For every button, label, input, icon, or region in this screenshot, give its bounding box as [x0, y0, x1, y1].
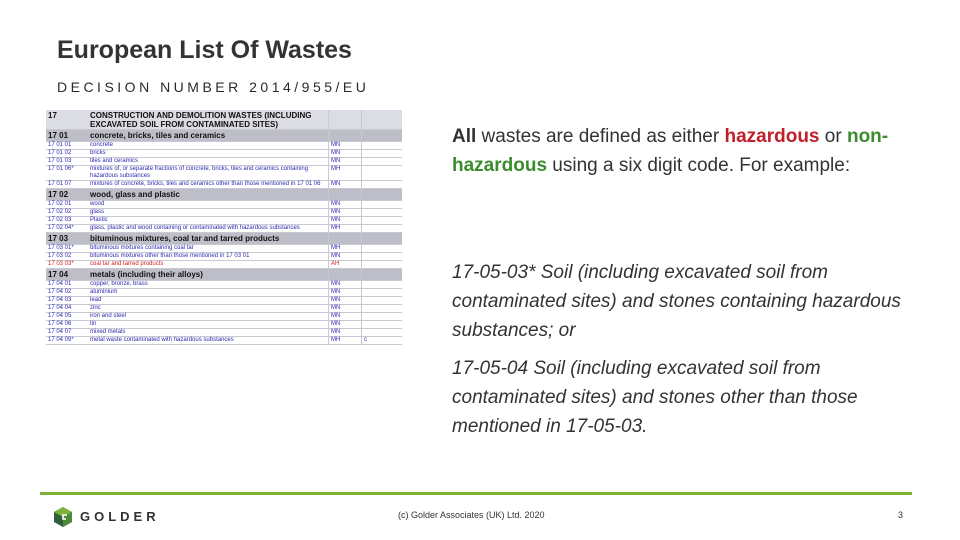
definition-text-a: wastes are defined as either — [476, 126, 725, 147]
waste-code: 17 02 03 — [46, 217, 88, 225]
waste-description: iron and steel — [88, 313, 329, 321]
waste-type: MH — [329, 245, 362, 253]
waste-row — [46, 281, 402, 289]
waste-code: 17 02 01 — [46, 201, 88, 209]
waste-note — [362, 189, 403, 201]
waste-row — [46, 253, 402, 261]
waste-note — [362, 321, 403, 329]
waste-note — [362, 142, 403, 150]
waste-description: wood, glass and plastic — [88, 189, 329, 201]
waste-note — [362, 181, 403, 189]
chapter-code: 17 — [46, 110, 88, 130]
waste-code: 17 02 02 — [46, 209, 88, 217]
waste-description: bricks — [88, 150, 329, 158]
waste-code: 17 03 02 — [46, 253, 88, 261]
waste-note — [362, 201, 403, 209]
waste-code: 17 03 03* — [46, 261, 88, 269]
waste-row — [46, 321, 402, 329]
chapter-type — [329, 110, 362, 130]
section-row — [46, 233, 402, 245]
waste-type: MN — [329, 329, 362, 337]
waste-code: 17 01 06* — [46, 166, 88, 181]
waste-note — [362, 269, 403, 281]
waste-note — [362, 209, 403, 217]
waste-code: 17 01 — [46, 130, 88, 142]
waste-type — [329, 130, 362, 142]
waste-description: concrete — [88, 142, 329, 150]
waste-row — [46, 337, 402, 345]
waste-note — [362, 313, 403, 321]
waste-row — [46, 313, 402, 321]
waste-type: MH — [329, 337, 362, 345]
waste-type — [329, 189, 362, 201]
waste-type: MH — [329, 166, 362, 181]
waste-code: 17 02 04* — [46, 225, 88, 233]
waste-row — [46, 289, 402, 297]
example-non-hazardous: 17-05-04 Soil (including excavated soil from contaminated sites) and stones other than those mentioned in 17-05-03. — [452, 358, 858, 437]
waste-description: bituminous mixtures, coal tar and tarred products — [88, 233, 329, 245]
waste-type: MN — [329, 142, 362, 150]
waste-note — [362, 297, 403, 305]
waste-row — [46, 142, 402, 150]
waste-note — [362, 233, 403, 245]
waste-description: Plastic — [88, 217, 329, 225]
chapter-desc: CONSTRUCTION AND DEMOLITION WASTES (INCLUDING EXCAVATED SOIL FROM CONTAMINATED SITES) — [88, 110, 329, 130]
waste-type: MN — [329, 289, 362, 297]
waste-type: MN — [329, 313, 362, 321]
waste-description: metal waste contaminated with hazardous substances — [88, 337, 329, 345]
waste-row — [46, 217, 402, 225]
waste-code: 17 02 — [46, 189, 88, 201]
waste-row — [46, 158, 402, 166]
waste-description: mixtures of concrete, bricks, tiles and ceramics other than those mentioned in 17 01 06 — [88, 181, 329, 189]
all-keyword: All — [452, 126, 477, 147]
slide-title: European List Of Wastes — [57, 36, 352, 64]
waste-type: MN — [329, 321, 362, 329]
waste-description: zinc — [88, 305, 329, 313]
definition-text-b: or — [819, 126, 847, 147]
waste-description: bituminous mixtures containing coal tar — [88, 245, 329, 253]
waste-note: c — [362, 337, 403, 345]
waste-table — [46, 110, 402, 345]
waste-code: 17 04 07 — [46, 329, 88, 337]
waste-row — [46, 305, 402, 313]
waste-type: MN — [329, 158, 362, 166]
waste-note — [362, 329, 403, 337]
waste-code: 17 04 05 — [46, 313, 88, 321]
waste-code: 17 01 01 — [46, 142, 88, 150]
waste-description: glass, plastic and wood containing or contaminated with hazardous substances — [88, 225, 329, 233]
waste-row — [46, 201, 402, 209]
section-row — [46, 189, 402, 201]
hazardous-keyword: hazardous — [724, 126, 820, 147]
waste-type: MH — [329, 225, 362, 233]
waste-code: 17 01 02 — [46, 150, 88, 158]
waste-row — [46, 181, 402, 189]
waste-code: 17 04 02 — [46, 289, 88, 297]
waste-row — [46, 166, 402, 181]
page-number: 3 — [898, 510, 904, 520]
waste-type — [329, 269, 362, 281]
waste-type: MN — [329, 217, 362, 225]
copyright-notice: (c) Golder Associates (UK) Ltd. 2020 — [398, 510, 545, 520]
section-row — [46, 269, 402, 281]
waste-note — [362, 305, 403, 313]
example-hazardous: 17-05-03* Soil (including excavated soil from contaminated sites) and stones containing hazardous substances; or — [452, 262, 901, 341]
definition-paragraph — [452, 122, 902, 180]
waste-row — [46, 329, 402, 337]
waste-code: 17 04 — [46, 269, 88, 281]
waste-type: MN — [329, 181, 362, 189]
waste-code: 17 04 06 — [46, 321, 88, 329]
waste-note — [362, 130, 403, 142]
waste-note — [362, 253, 403, 261]
waste-type: MN — [329, 297, 362, 305]
waste-code: 17 01 07 — [46, 181, 88, 189]
waste-note — [362, 261, 403, 269]
waste-description: bituminous mixtures other than those mentioned in 17 03 01 — [88, 253, 329, 261]
waste-type: MN — [329, 209, 362, 217]
waste-note — [362, 217, 403, 225]
logo-wordmark: GOLDER — [80, 509, 160, 524]
waste-type: AH — [329, 261, 362, 269]
waste-type: MN — [329, 150, 362, 158]
waste-note — [362, 158, 403, 166]
golder-logo-icon — [52, 506, 74, 528]
waste-list-table — [46, 110, 402, 460]
waste-note — [362, 150, 403, 158]
waste-description: concrete, bricks, tiles and ceramics — [88, 130, 329, 142]
waste-code: 17 01 03 — [46, 158, 88, 166]
golder-logo — [52, 506, 182, 528]
waste-description: glass — [88, 209, 329, 217]
waste-code: 17 04 01 — [46, 281, 88, 289]
chapter-note — [362, 110, 403, 130]
waste-note — [362, 245, 403, 253]
waste-description: aluminium — [88, 289, 329, 297]
waste-type: MN — [329, 281, 362, 289]
waste-row — [46, 209, 402, 217]
waste-row — [46, 297, 402, 305]
waste-description: copper, bronze, brass — [88, 281, 329, 289]
waste-code: 17 04 09* — [46, 337, 88, 345]
waste-type: MN — [329, 305, 362, 313]
waste-type: MN — [329, 201, 362, 209]
waste-row — [46, 150, 402, 158]
waste-description: wood — [88, 201, 329, 209]
waste-description: mixtures of, or separate fractions of concrete, bricks, tiles and ceramics containing hazardous substances — [88, 166, 329, 181]
waste-note — [362, 289, 403, 297]
section-row — [46, 130, 402, 142]
definition-text-c: using a six digit code. For example: — [547, 155, 851, 176]
waste-code: 17 04 04 — [46, 305, 88, 313]
waste-description: coal tar and tarred products — [88, 261, 329, 269]
waste-code: 17 04 03 — [46, 297, 88, 305]
waste-type — [329, 233, 362, 245]
waste-row — [46, 225, 402, 233]
chapter-row — [46, 110, 402, 130]
waste-row — [46, 245, 402, 253]
waste-description: tin — [88, 321, 329, 329]
waste-code: 17 03 — [46, 233, 88, 245]
waste-type: MN — [329, 253, 362, 261]
waste-note — [362, 166, 403, 181]
waste-note — [362, 225, 403, 233]
waste-description: metals (including their alloys) — [88, 269, 329, 281]
waste-description: tiles and ceramics — [88, 158, 329, 166]
waste-description: lead — [88, 297, 329, 305]
waste-row — [46, 261, 402, 269]
waste-note — [362, 281, 403, 289]
waste-code: 17 03 01* — [46, 245, 88, 253]
waste-description: mixed metals — [88, 329, 329, 337]
footer-divider — [40, 492, 912, 495]
slide-subtitle: DECISION NUMBER 2014/955/EU — [57, 79, 370, 95]
non-hazardous-keyword: non-hazardous — [452, 126, 889, 176]
